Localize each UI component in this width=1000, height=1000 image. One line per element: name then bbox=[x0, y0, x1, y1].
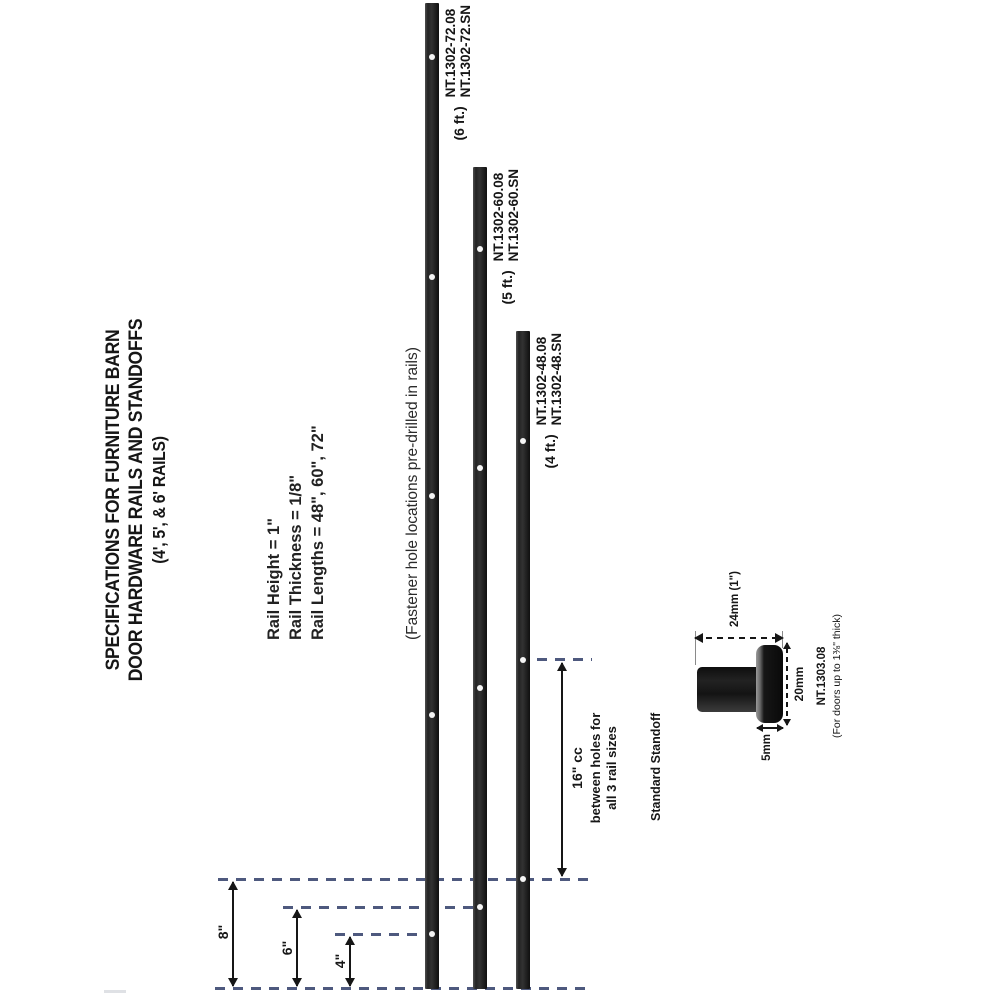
dimension-4in-label: 4" bbox=[332, 953, 348, 969]
dimension-5mm-label: 5mm bbox=[761, 734, 773, 761]
rail-4ft bbox=[516, 331, 530, 989]
standoff-body bbox=[697, 667, 758, 712]
hole-spacing-note: all 3 rail sizes bbox=[603, 726, 619, 810]
rail-hole bbox=[477, 465, 483, 471]
fastener-note: (Fastener hole locations pre-drilled in rails) bbox=[404, 347, 421, 640]
hole-spacing-value: 16" cc bbox=[569, 747, 585, 789]
dimension-24mm-line bbox=[695, 637, 783, 639]
rail-specs bbox=[263, 425, 329, 640]
rail-hole bbox=[520, 876, 526, 882]
guide-6in-hole bbox=[283, 906, 487, 909]
part-number: NT.1302-60.08 bbox=[491, 172, 506, 262]
dimension-6in-label: 6" bbox=[279, 940, 295, 956]
rail-hole bbox=[429, 712, 435, 718]
hole-spacing-note: between holes for bbox=[588, 712, 603, 824]
rail-5ft-length: (5 ft.) bbox=[498, 270, 515, 305]
standoff-note: (For doors up to 1⅜" thick) bbox=[831, 614, 843, 738]
part-number: NT.1302-48.08 bbox=[534, 336, 549, 426]
dimension-16in-label bbox=[569, 662, 619, 874]
dimension-16in-line bbox=[561, 663, 563, 876]
spec-rail-height: Rail Height = 1" bbox=[265, 518, 283, 640]
rail-5ft bbox=[473, 167, 487, 989]
dimension-8in-line bbox=[232, 882, 234, 986]
rail-4ft-length: (4 ft.) bbox=[541, 434, 558, 469]
rail-hole bbox=[429, 931, 435, 937]
title-line-1: SPECIFICATIONS FOR FURNITURE BARN bbox=[102, 329, 124, 671]
rail-hole bbox=[477, 246, 483, 252]
rail-5ft-label bbox=[492, 169, 521, 305]
rail-6ft-label bbox=[444, 5, 473, 141]
rail-hole bbox=[429, 493, 435, 499]
standoff-part-number: NT.1303.08 bbox=[816, 646, 828, 706]
part-number: NT.1302-60.SN bbox=[505, 169, 521, 262]
part-number: NT.1302-72.SN bbox=[457, 5, 473, 98]
guide-rail-ends bbox=[215, 987, 591, 990]
dimension-20mm-line bbox=[786, 643, 788, 725]
part-number: NT.1302-72.08 bbox=[443, 8, 458, 98]
rail-hole bbox=[477, 904, 483, 910]
scan-artifact bbox=[104, 990, 126, 993]
dimension-24mm-label: 24mm (1") bbox=[729, 571, 741, 627]
rail-4ft-label bbox=[535, 333, 564, 469]
standoff-heading: Standard Standoff bbox=[649, 712, 663, 821]
spec-rail-lengths: Rail Lengths = 48", 60", 72" bbox=[309, 425, 327, 640]
dimension-4in-line bbox=[349, 937, 351, 986]
dimension-5mm-line bbox=[757, 727, 783, 729]
rail-hole bbox=[429, 54, 435, 60]
dimension-6in-line bbox=[296, 910, 298, 986]
rail-hole bbox=[520, 657, 526, 663]
standoff-flange bbox=[756, 645, 783, 723]
rail-4ft-part-numbers bbox=[535, 333, 564, 425]
rail-6ft-length: (6 ft.) bbox=[450, 106, 467, 141]
title-line-2: DOOR HARDWARE RAILS AND STANDOFFS bbox=[125, 318, 147, 682]
rail-6ft bbox=[425, 3, 439, 989]
part-number: NT.1302-48.SN bbox=[548, 333, 564, 426]
spec-rail-thickness: Rail Thickness = 1/8" bbox=[287, 474, 305, 640]
dimension-20mm-label: 20mm bbox=[792, 666, 806, 702]
dimension-8in-label: 8" bbox=[215, 924, 231, 940]
page-title bbox=[102, 275, 171, 725]
rail-hole bbox=[520, 438, 526, 444]
guide-8in-hole bbox=[218, 878, 592, 881]
rail-hole bbox=[429, 274, 435, 280]
rail-6ft-part-numbers bbox=[444, 5, 473, 97]
rail-5ft-part-numbers bbox=[492, 169, 521, 261]
title-line-3: (4', 5', & 6' RAILS) bbox=[149, 436, 169, 564]
rail-hole bbox=[477, 685, 483, 691]
